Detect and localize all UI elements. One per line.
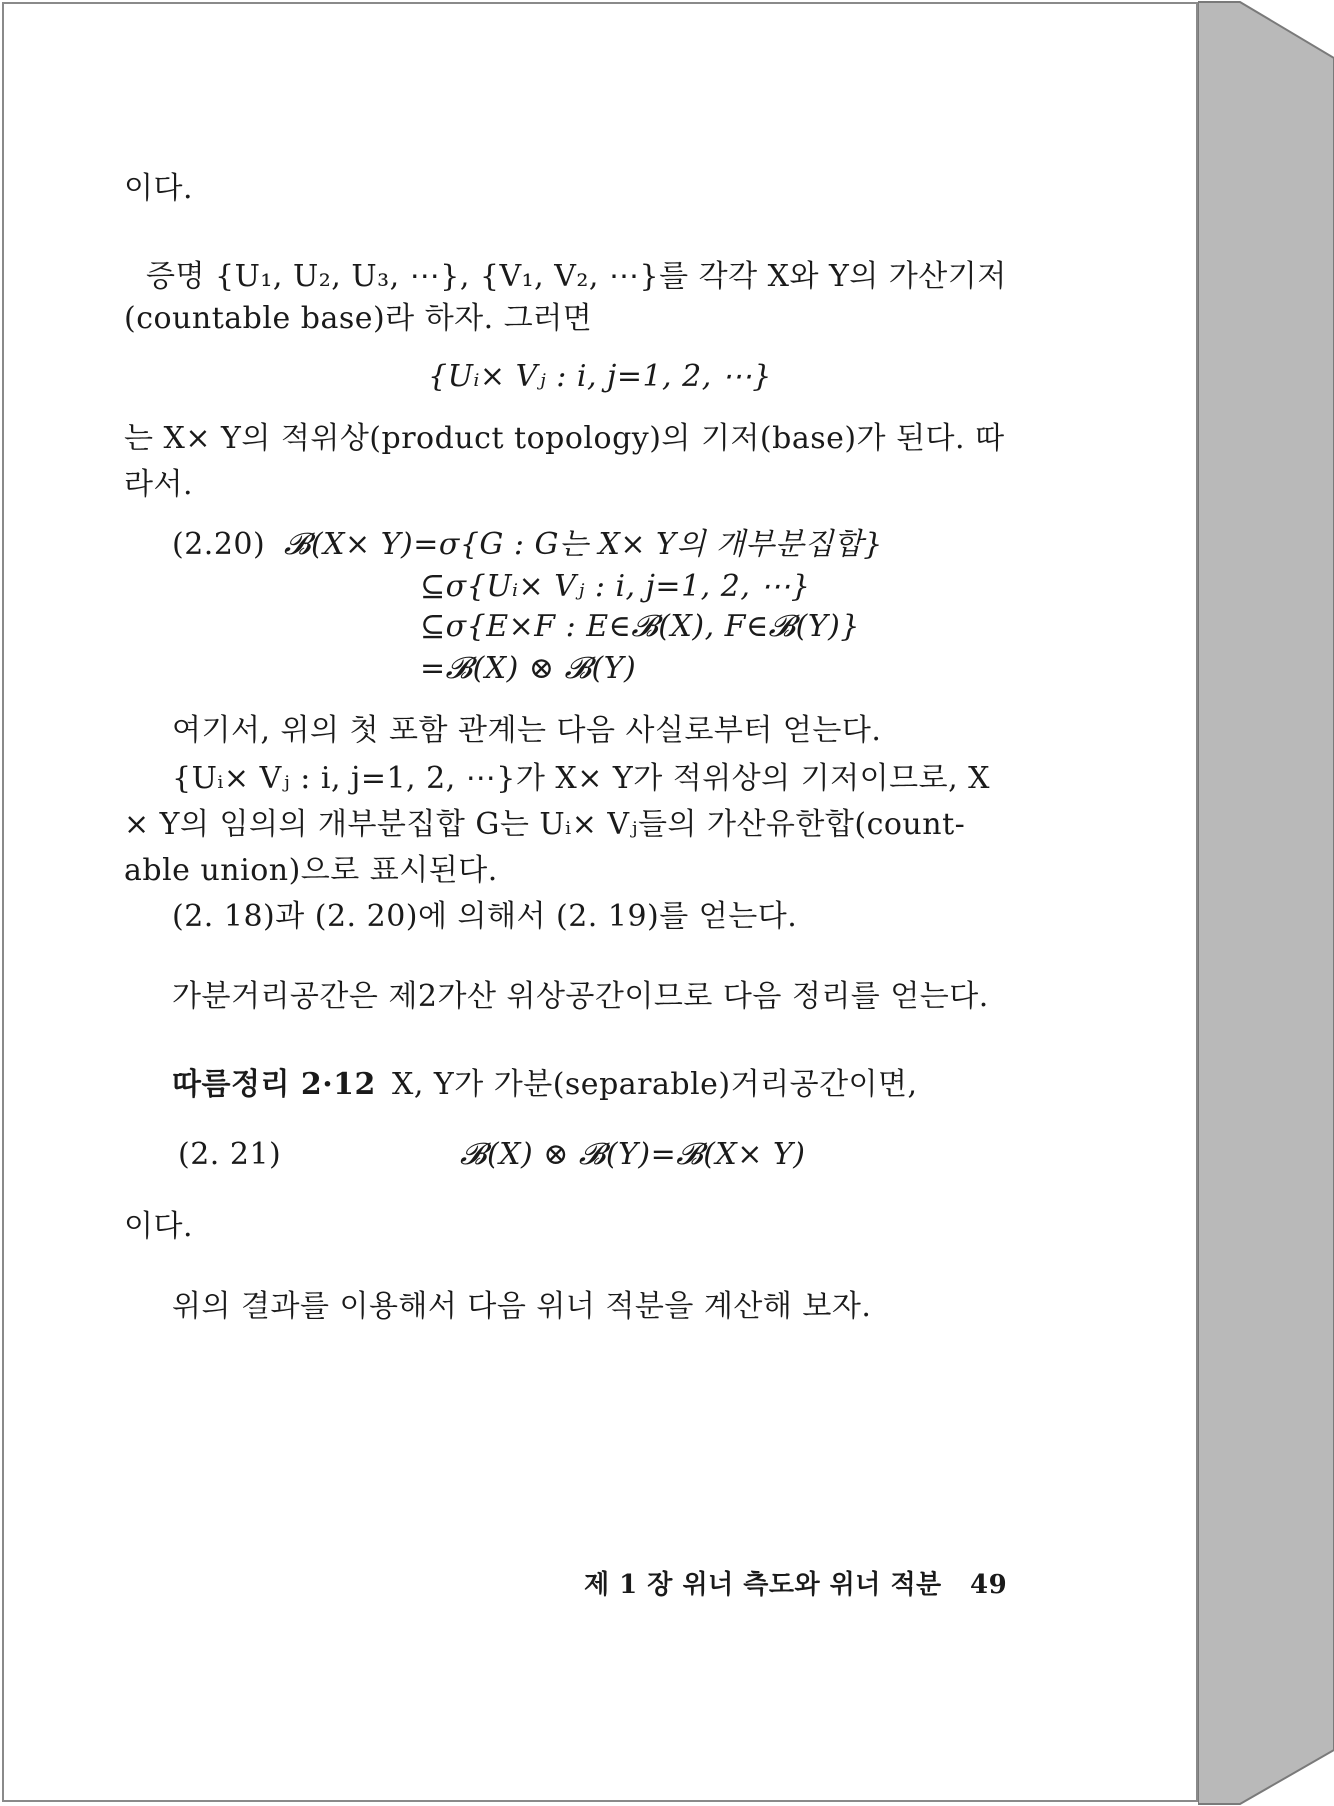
running-footer: 제 1 장 위너 측도와 위너 적분: [584, 1570, 942, 1600]
equation-label: (2. 21): [178, 1137, 282, 1172]
equation-label: (2.20): [172, 527, 266, 562]
text-line: (countable base)라 하자. 그러면: [124, 301, 593, 336]
equation: ⊆σ{E×F : E∈𝓑(X), F∈𝓑(Y)}: [420, 609, 860, 644]
equation: {Uᵢ× Vⱼ : i, j=1, 2, ⋯}: [428, 359, 772, 394]
equation: ⊆σ{Uᵢ× Vⱼ : i, j=1, 2, ⋯}: [420, 569, 811, 604]
book-side-decoration: [1198, 0, 1334, 1806]
equation: 𝓑(X) ⊗ 𝓑(Y)=𝓑(X× Y): [460, 1137, 806, 1172]
text-line: 여기서, 위의 첫 포함 관계는 다음 사실로부터 얻는다.: [172, 713, 882, 748]
page-number: 49: [970, 1570, 1008, 1600]
corollary-statement: X, Y가 가분(separable)거리공간이면,: [392, 1067, 918, 1102]
text-line: able union)으로 표시된다.: [124, 853, 498, 888]
text-line: × Y의 임의의 개부분집합 G는 Uᵢ× Vⱼ들의 가산유한합(count-: [124, 807, 966, 842]
equation: =𝓑(X) ⊗ 𝓑(Y): [420, 651, 637, 686]
proof-start: 증명 {U₁, U₂, U₃, ⋯}, {V₁, V₂, ⋯}를 각각 X와 Y의 가산기저: [146, 259, 1007, 294]
text-line: 위의 결과를 이용해서 다음 위너 적분을 계산해 보자.: [172, 1289, 872, 1324]
text-line: 는 X× Y의 적위상(product topology)의 기저(base)가 된다. 따: [124, 421, 1005, 456]
equation: 𝓑(X× Y)=σ{G : G는 X× Y의 개부분집합}: [284, 527, 883, 562]
corollary-label: 따름정리 2·12: [172, 1067, 376, 1102]
text-line: {Uᵢ× Vⱼ : i, j=1, 2, ⋯}가 X× Y가 적위상의 기저이므로, X: [172, 761, 991, 796]
text-line: 라서.: [124, 467, 193, 502]
text-line: 가분거리공간은 제2가산 위상공간이므로 다음 정리를 얻는다.: [172, 979, 989, 1014]
text-line: (2. 18)과 (2. 20)에 의해서 (2. 19)를 얻는다.: [172, 899, 798, 934]
text-line: 이다.: [124, 171, 193, 206]
text-line: 이다.: [124, 1209, 193, 1244]
document-page: [2, 2, 1198, 1802]
